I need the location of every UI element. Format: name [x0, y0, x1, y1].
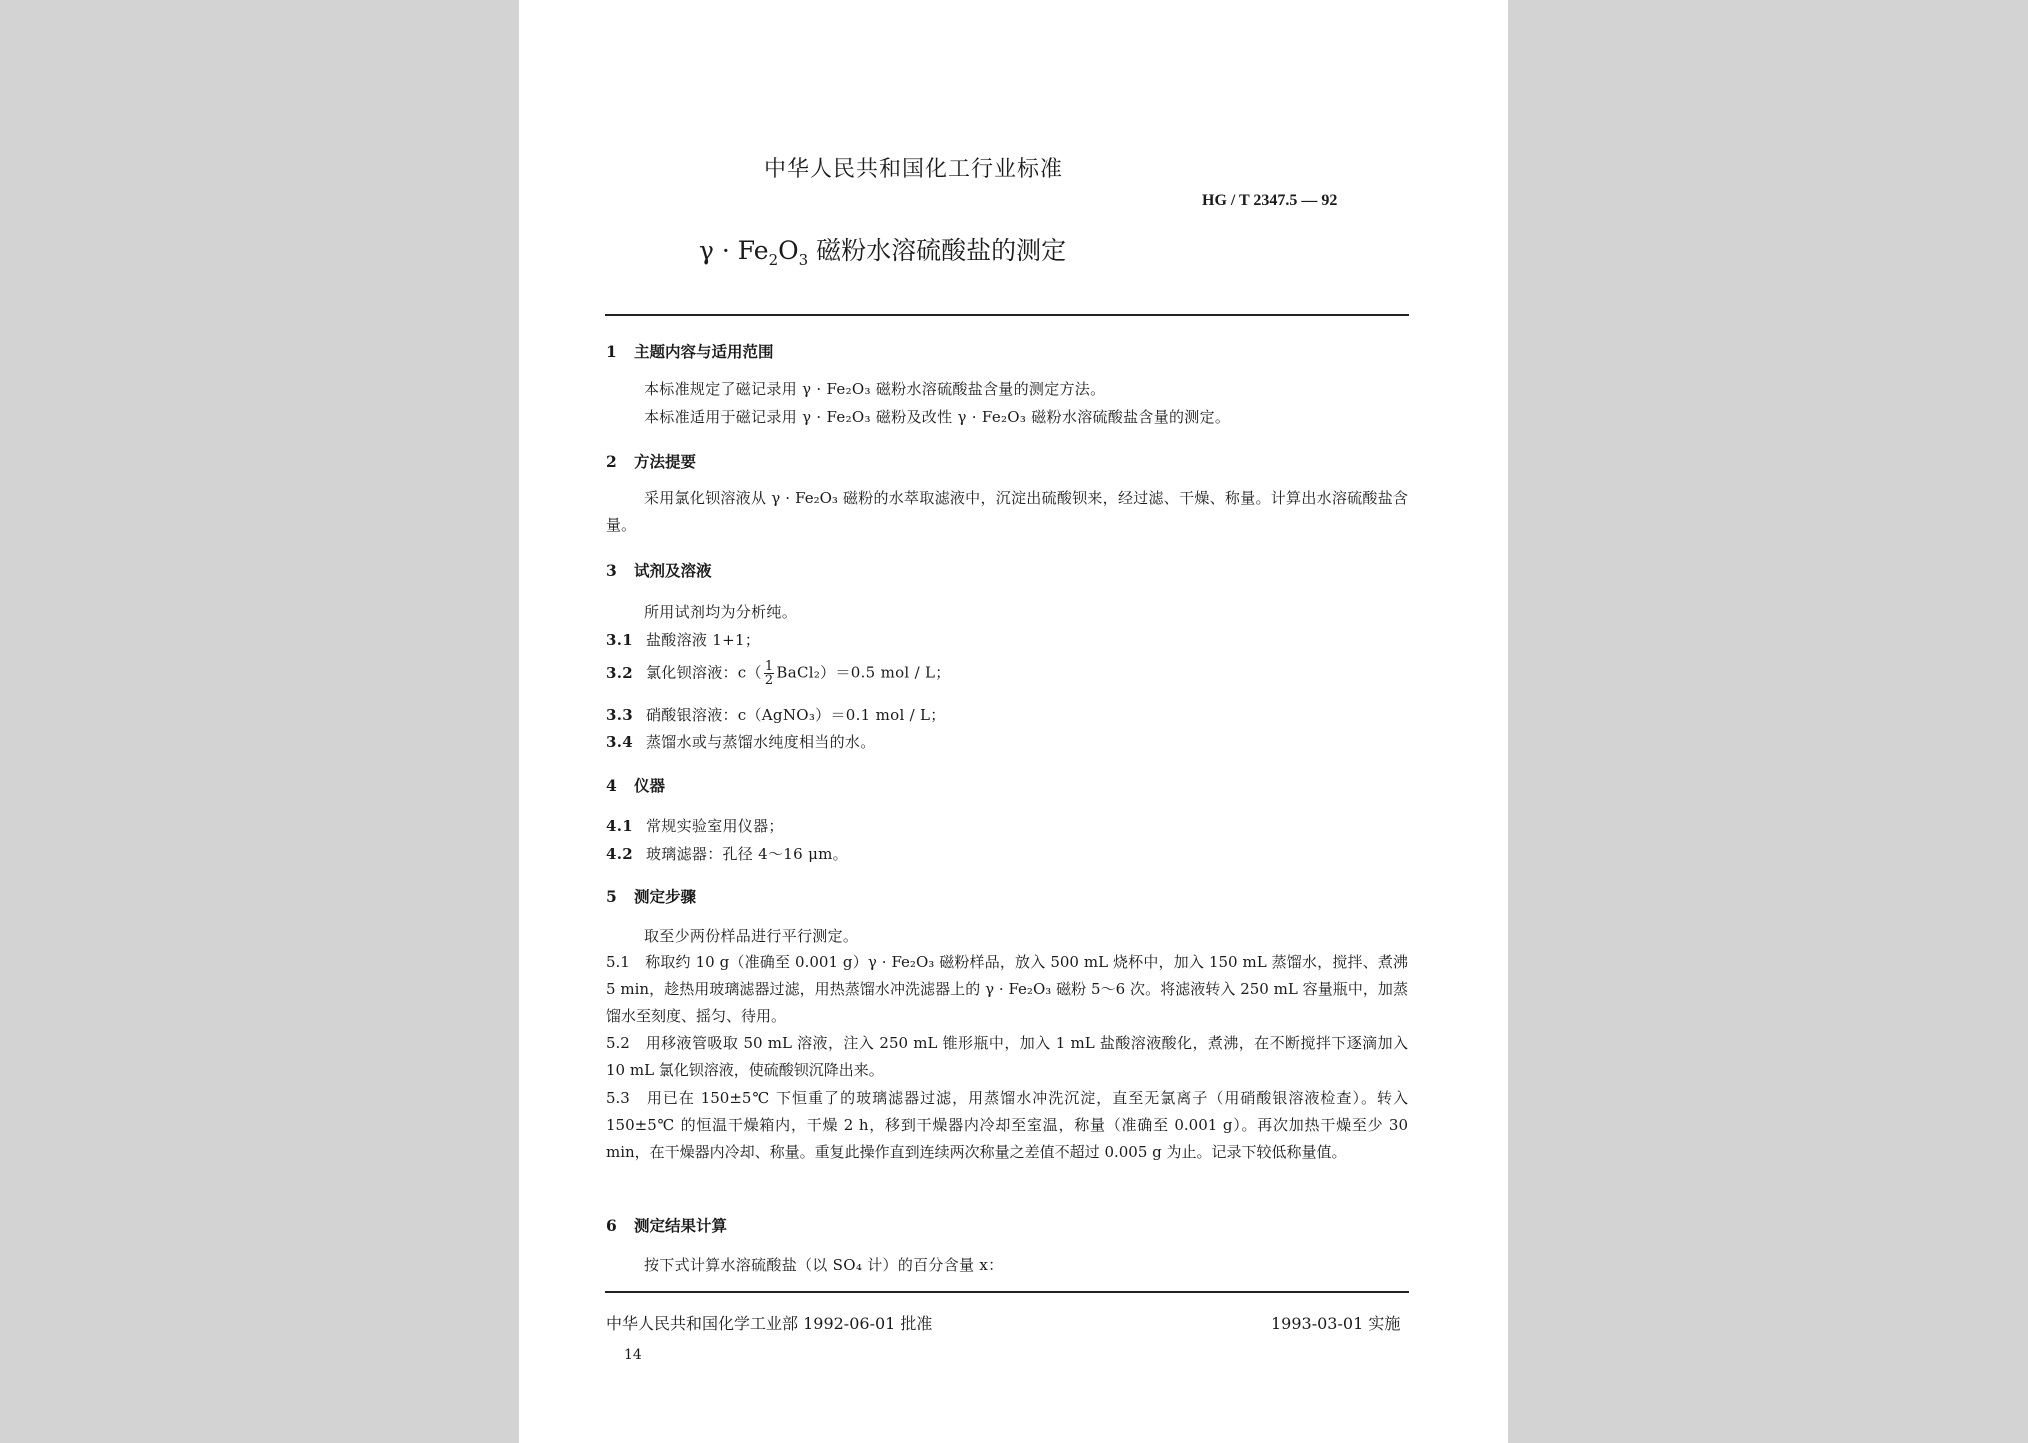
item-3-3: [606, 704, 946, 725]
fraction: [764, 660, 775, 687]
section-3-heading: [606, 559, 712, 581]
title-mid: O: [778, 236, 799, 265]
item-text-b: BaCl₂）＝0.5 mol / L；: [776, 663, 951, 682]
section-3-intro: 所用试剂均为分析纯。: [644, 603, 798, 621]
standard-number: HG / T 2347.5 — 92: [1202, 192, 1338, 209]
section-2-para-1: 采用氯化钡溶液从 γ · Fe₂O₃ 磁粉的水萃取滤液中，沉淀出硫酸钡来，经过滤、干燥、称量。计算出水溶硫酸盐含量。: [606, 489, 1408, 534]
document-page: [519, 0, 1508, 1443]
issuing-body-heading: 中华人民共和国化工行业标准: [764, 157, 1064, 182]
section-1-para-2: 本标准适用于磁记录用 γ · Fe₂O₃ 磁粉及改性 γ · Fe₂O₃ 磁粉水溶硫酸盐含量的测定。: [644, 408, 1231, 426]
approval-line: 中华人民共和国化学工业部 1992-06-01 批准: [606, 1314, 933, 1333]
item-number: 4.2: [606, 845, 633, 863]
step-5-1: 5.1 称取约 10 g（准确至 0.001 g）γ · Fe₂O₃ 磁粉样品，放入 500 mL 烧杯中，加入 150 mL 蒸馏水，搅拌、煮沸 5 min，趁热用玻璃滤器过滤，用热蒸馏水冲洗滤器上的 γ · Fe₂O₃ 磁粉 5～6 次。将滤液转入 250 mL 容量瓶中，加蒸馏水至刻度、摇匀、待用。: [606, 953, 1408, 1025]
section-1-para-1: 本标准规定了磁记录用 γ · Fe₂O₃ 磁粉水溶硫酸盐含量的测定方法。: [644, 380, 1106, 398]
footer-divider: [605, 1291, 1409, 1293]
title-sub-3: 3: [798, 251, 809, 269]
header-divider: [605, 314, 1409, 316]
section-title: 测定结果计算: [634, 1216, 728, 1235]
item-4-1: [606, 815, 784, 836]
item-number: 3.1: [606, 631, 633, 649]
item-text: 常规实验室用仪器；: [646, 817, 784, 835]
section-2-heading: [606, 450, 696, 472]
step-5-2: 5.2 用移液管吸取 50 mL 溶液，注入 250 mL 锥形瓶中，加入 1 mL 盐酸溶液酸化，煮沸，在不断搅拌下逐滴加入 10 mL 氯化钡溶液，使硫酸钡沉降出来。: [606, 1034, 1408, 1079]
item-text: 硝酸银溶液：c（AgNO₃）＝0.1 mol / L；: [646, 706, 946, 724]
document-title: [699, 231, 1066, 269]
item-text-a: 氯化钡溶液：c（: [646, 663, 762, 682]
section-6-para-1: 按下式计算水溶硫酸盐（以 SO₄ 计）的百分含量 x：: [644, 1256, 1004, 1274]
item-3-1: [606, 629, 760, 650]
item-number: 3.4: [606, 733, 633, 751]
item-4-2: [606, 843, 848, 864]
section-title: 主题内容与适用范围: [634, 342, 774, 361]
section-5-intro: 取至少两份样品进行平行测定。: [644, 927, 859, 945]
page-number: 14: [624, 1347, 642, 1363]
item-text: 玻璃滤器：孔径 4～16 μm。: [646, 845, 848, 863]
section-number: 1: [606, 342, 617, 361]
effective-date: 1993-03-01 实施: [1271, 1314, 1401, 1333]
fraction-denominator: 2: [764, 673, 774, 688]
section-5-heading: [606, 885, 696, 907]
section-number: 2: [606, 452, 617, 471]
section-number: 4: [606, 776, 617, 795]
item-3-2: [606, 660, 951, 687]
fraction-numerator: 1: [764, 659, 774, 674]
title-prefix: γ · Fe: [699, 236, 769, 265]
section-6-heading: [606, 1214, 727, 1236]
section-number: 6: [606, 1216, 617, 1235]
item-number: 3.2: [606, 663, 633, 682]
item-number: 3.3: [606, 706, 633, 724]
section-number: 3: [606, 561, 617, 580]
section-title: 测定步骤: [634, 887, 697, 906]
section-title: 试剂及溶液: [634, 561, 712, 580]
section-number: 5: [606, 887, 617, 906]
section-title: 方法提要: [634, 452, 697, 471]
section-title: 仪器: [634, 776, 666, 795]
item-3-4: [606, 731, 876, 752]
item-text: 蒸馏水或与蒸馏水纯度相当的水。: [646, 733, 876, 751]
item-text: 盐酸溶液 1+1；: [646, 631, 761, 649]
title-suffix: 磁粉水溶硫酸盐的测定: [808, 236, 1067, 265]
section-1-heading: [606, 340, 774, 362]
item-number: 4.1: [606, 817, 633, 835]
title-sub-2: 2: [768, 251, 779, 269]
step-5-3: 5.3 用已在 150±5℃ 下恒重了的玻璃滤器过滤，用蒸馏水冲洗沉淀，直至无氯离子（用硝酸银溶液检查）。转入 150±5℃ 的恒温干燥箱内，干燥 2 h，移到干燥器内冷却至室温，称量（准确至 0.001 g）。再次加热干燥至少 30 min，在干燥器内冷却、称量。重复此操作直到连续两次称量之差值不超过 0.005 g 为止。记录下较低称量值。: [606, 1089, 1408, 1161]
section-4-heading: [606, 774, 665, 796]
